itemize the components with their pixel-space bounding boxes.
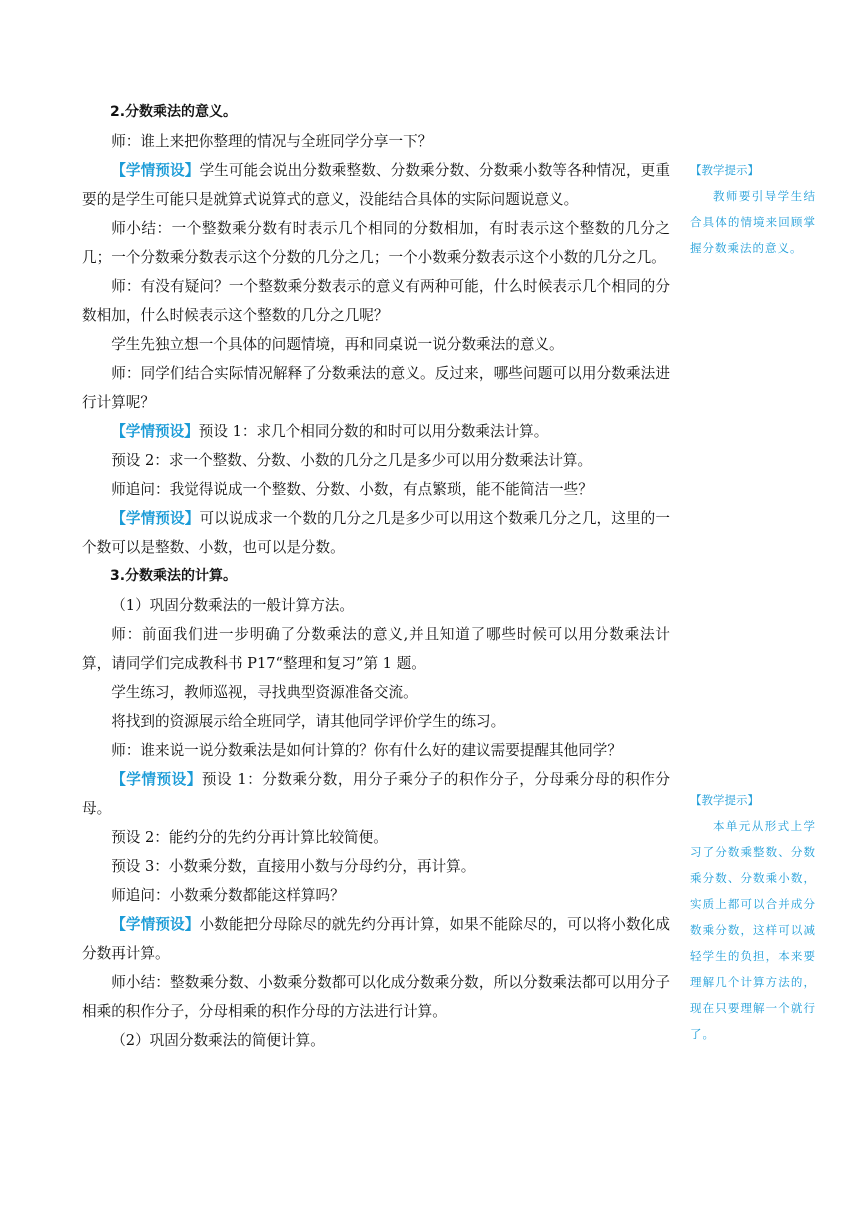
paragraph: 师追问：小数乘分数都能这样算吗？ — [111, 887, 345, 904]
paragraph: 师：谁来说一说分数乘法是如何计算的？你有什么好的建议需要提醒其他同学？ — [111, 742, 622, 759]
section-heading: 3.分数乘法的计算。 — [110, 568, 238, 584]
paragraph: 师：谁上来把你整理的情况与全班同学分享一下？ — [111, 133, 433, 150]
paragraph: 将找到的资源展示给全班同学，请其他同学评价学生的练习。 — [111, 713, 506, 730]
paragraph: 【学情预设】预设 1：分数乘分数，用分子乘分子的积作分子，分母乘分母的积作分母。 — [82, 771, 670, 817]
preset-tag: 【学情预设】 — [111, 510, 200, 527]
paragraph: （2）巩固分数乘法的简便计算。 — [111, 1032, 325, 1049]
preset-tag: 【学情预设】 — [111, 162, 200, 179]
main-content — [82, 98, 670, 1055]
paragraph: 学生练习，教师巡视，寻找典型资源准备交流。 — [111, 684, 418, 701]
paragraph: 【学情预设】可以说成求一个数的几分之几是多少可以用这个数乘几分之几，这里的一个数可以是整数、小数，也可以是分数。 — [82, 510, 670, 556]
paragraph: 【学情预设】学生可能会说出分数乘整数、分数乘分数、分数乘小数等各种情况，更重要的是学生可能只是就算式说算式的意义，没能结合具体的实际问题说意义。 — [82, 162, 670, 208]
paragraph: 师追问：我觉得说成一个整数、分数、小数，有点繁琐，能不能简洁一些？ — [111, 481, 593, 498]
paragraph: 预设 3：小数乘分数，直接用小数与分母约分，再计算。 — [111, 858, 476, 875]
paragraph: （1）巩固分数乘法的一般计算方法。 — [111, 597, 354, 614]
paragraph: 师小结：一个整数乘分数有时表示几个相同的分数相加，有时表示这个整数的几分之几；一个分数乘分数表示这个分数的几分之几；一个小数乘分数表示这个小数的几分之几。 — [82, 220, 670, 266]
teaching-tip-text: 教师要引导学生结合具体的情境来回顾掌握分数乘法的意义。 — [690, 189, 816, 255]
paragraph: 预设 2：求一个整数、分数、小数的几分之几是多少可以用分数乘法计算。 — [111, 452, 593, 469]
paragraph: 师小结：整数乘分数、小数乘分数都可以化成分数乘分数，所以分数乘法都可以用分子相乘的积作分子，分母相乘的积作分母的方法进行计算。 — [82, 974, 670, 1020]
preset-tag: 【学情预设】 — [111, 771, 202, 788]
paragraph: 【学情预设】预设 1：求几个相同分数的和时可以用分数乘法计算。 — [111, 423, 549, 440]
paragraph: 师：前面我们进一步明确了分数乘法的意义,并且知道了哪些时候可以用分数乘法计算，请同学们完成教科书 P17“整理和复习”第 1 题。 — [82, 626, 670, 672]
paragraph: 师：同学们结合实际情况解释了分数乘法的意义。反过来，哪些问题可以用分数乘法进行计算呢？ — [82, 365, 670, 411]
teaching-tip-note — [690, 787, 816, 1047]
teaching-tip-title: 【教学提示】 — [690, 793, 759, 807]
teaching-tip-title: 【教学提示】 — [690, 163, 759, 177]
paragraph: 学生先独立想一个具体的问题情境，再和同桌说一说分数乘法的意义。 — [111, 336, 564, 353]
preset-tag: 【学情预设】 — [111, 916, 200, 933]
paragraph: 师：有没有疑问？一个整数乘分数表示的意义有两种可能，什么时候表示几个相同的分数相加，什么时候表示这个整数的几分之几呢？ — [82, 278, 670, 324]
preset-tag: 【学情预设】 — [111, 423, 199, 440]
paragraph: 【学情预设】小数能把分母除尽的就先约分再计算，如果不能除尽的，可以将小数化成分数再计算。 — [82, 916, 670, 962]
paragraph: 预设 2：能约分的先约分再计算比较简便。 — [111, 829, 388, 846]
teaching-tip-note — [690, 157, 816, 261]
teaching-tip-text: 本单元从形式上学习了分数乘整数、分数乘分数、分数乘小数，实质上都可以合并成分数乘分数，这样可以减轻学生的负担，本来要理解几个计算方法的，现在只要理解一个就行了。 — [690, 819, 816, 1041]
section-heading: 2.分数乘法的意义。 — [110, 104, 238, 120]
